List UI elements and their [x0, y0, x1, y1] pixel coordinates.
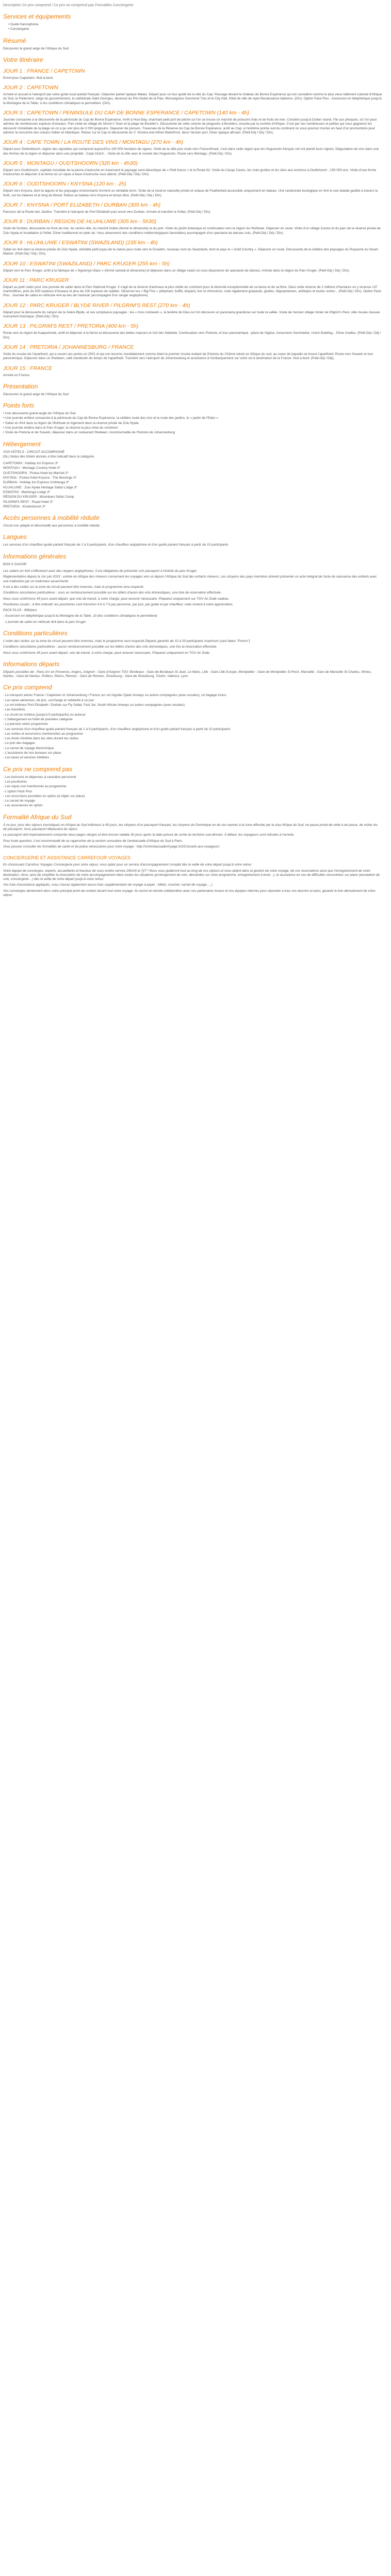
resume-text: Découvrez le grand ange de l'Afrique du Sud: [3, 46, 69, 50]
hotel-item: ESWATINI : Mantenga Lodge 3*: [3, 490, 51, 494]
day-title: JOUR 3 : CAPETOWN / PENINSULE DU CAP DE BONNE ESPERANCE / CAPETOWN (140 km - 4h): [3, 110, 250, 116]
point-item: • Visite de Pretoria et de Soweto, déjeuner dans un restaurant Shebeen, incontournable de l'histoire de Johannesburg: [3, 431, 391, 435]
day-text: Journée consacrée à la découverte de la péninsule du Cap de Bonne Espérance. Arrêt à Hout Bay, charmant petit port de pêche où l'on se trouve un marché de poissons frais et de fruits de mer. Croisière jusqu'à Duiker Island, l'île aux phoques, où l'on peut admirer de nombreuses espèces d'oiseaux. Puis visite du village de Simon's Town et la plage de Boulder's. Découverte de cette colonie de pingouins à Boulders, ensuite par la contrée d'Afrique. C'est par ses nombreuses et petites qui vous gagnerez les découvrir immédiate de la plage où on a pu voir plus de 3 000 pingouins. Déjeuner de poisson. Traversée de la Réserve du Cap de Bonne Espérance, arrêt au Cap, à l'extrême pointe sud du continent où vous pourrez monter en haut d'un promontoire pour admirer la rencontre des océans Indien et Atlantique. Retour sur le Cap et découverte du V. Victoria and Alfred Waterfront, dans l'ancien port. Dîner typique africain. (Petit-Déj / Déj / Dîn).: [3, 118, 377, 134]
conditions-title: Conditions particulières: [3, 630, 68, 637]
hotel-item: CAPETOWN : Holiday Inn Express 3*: [3, 462, 58, 466]
departs-title: Informations départs: [3, 660, 60, 668]
conciergerie-para: Vos concierges deviennent alors votre principal point de contact durant tout votre voyage. Ils seront en étroite collaboration avec nos partenaires locaux et nos équipes internes pour répondre à tous vos besoins et ainsi, garantir le bon déroulement de votre séjour.: [3, 889, 376, 897]
langues-title: Langues: [3, 533, 27, 541]
langues-text: Les services d'un chauffeur-guide parlant français de 1 à 9 participants, d'un chauffeur anglophone et d'un guide parlant français à partir de 10 participants: [3, 543, 229, 547]
service-item: • Guide francophone: [8, 23, 391, 27]
prix-comprend-item: - Les transferts: [3, 708, 25, 712]
formalites-para: Pour toute question, il est recommandé de se rapprocher de la section consulaire de l'ambassade d'Afrique du Sud à Paris.: [3, 839, 183, 843]
day-text: Départ pour Stellenbosch, région des vignobles qui comprend aujourd'hui 100 000 hectares de vignes. Visite de la ville puis route vers Franschhoek, c'est dans cette région que les Huguenots français ont ont planté leurs vignes. Dégustation de vins dans une des fermes de la région et déjeuner dans une propriété - Cape Dutch -. Visite de la ville avec le musée des Huguenots. Route vers Montagu. (Petit-Déj / Dîn).: [3, 147, 379, 156]
day-title: JOUR 4 : CAPE TOWN / LA ROUTE DES VINS / MONTAGU (270 km - 4h): [3, 139, 184, 146]
conditions-para: Conditions sécuritaires particulières : aucun remboursement possible sur les billets d'avion des vols domestiques, une fois la réservation effectuée.: [3, 645, 218, 649]
point-item: • Une journée entière consacrée à la péninsule du Cap de Bonne Espérance, la célèbre route des vins et la route des jardins, le « jardin de l'Eden »: [3, 416, 391, 420]
conciergerie-para: En choisissant Carrefour Voyages Conciergerie pour votre séjour, vous optez pour un service d'accompagnement complet dès la veille de votre départ jusqu'à votre retour.: [3, 863, 252, 867]
prix-comprend-item: - L'assistance de nos bureaux sur place: [3, 751, 61, 755]
prix-ne-comprend-item: - Les pourboires: [3, 779, 27, 784]
hebergement-title: Hébergement: [3, 440, 41, 448]
services-title: Services et équipements: [3, 13, 71, 20]
prix-comprend-item: - La pension selon programme: [3, 722, 48, 726]
day-title: JOUR 7 : KNYSNA / PORT ELIZABETH / DURBAN (305 km - 4h): [3, 202, 161, 209]
point-item: • Une journée entière dans le Parc Kruger, la réserve la plus riche du continent: [3, 426, 391, 430]
prix-ne-comprend-title: Ce prix ne comprend pas: [3, 765, 73, 773]
prix-comprend-item: - Les taxes aériennes, de prix, surcharge et solidarité à ce jour: [3, 698, 94, 702]
hotel-item: PILGRIM'S REST : Royal Hotel 3*: [3, 500, 53, 504]
day-title: JOUR 12 : PARC KRUGER / BLYDE RIVER / PILGRIM'S REST (270 km - 4h): [3, 302, 190, 309]
prix-comprend-item: - Les services d'un chauffeur-guide parlant français de 1 à 9 participants, d'un chauffeur anglophone et d'un guide parlant français à partir de 10 participants: [3, 727, 231, 731]
day-text: Route vers la région de Kaapsehoek, arrêt et déjeuner à la ferme et découverte des belles maisons et l'art des Ndebele. Continuation vers Pretoria, et tour panoramique : place de l'église, monument Voortrekker, Union Building... Dîner d'adieu. (Petit-Déj / Déj / Dîn).: [3, 331, 381, 340]
infos-para: - Ascension en téléphérique jusqu'à la Montagne de la Table, 10 (les conditions climatiques le permettent): [3, 614, 157, 618]
conciergerie-title: CONCIERGERIE ET ASSISTANCE CARREFOUR VOYAGES: [3, 855, 131, 861]
day-title: JOUR 1 : FRANCE / CAPETOWN: [3, 67, 85, 74]
services-list: [3, 23, 391, 32]
prix-ne-comprend-item: - Les repas non mentionnés au programme: [3, 785, 67, 789]
day-title: JOUR 5 : MONTAGU / OUDTSHOORN (320 km - 4h30): [3, 160, 138, 166]
departs-text: Départs possibles de : Paris Arc en Provence, Angers, Avignon - Gare d'Avignon TGV, Bordeaux - Gare de Bordeaux St Jean, Le Mans, Lille - Gare Lille Europe, Montpellier - Gare de Montpellier St Roch, Marseille - Gare de Marseille St Charles, Nîmes, Nantes - Gare de Nantes, Poitiers, Reims, Rennes - Gare de Rennes, Strasbourg - Gare de Strasbourg, Toulon, Valence, Lyon: [3, 670, 372, 679]
day-text: Envol pour Capetown. Nuit à bord.: [3, 76, 54, 80]
infos-para: - 1 journée de safari en véhicule 4x4 dans le parc Kruger: [3, 620, 86, 624]
day-text: Arrivée et accueil à l'aéroport par votre guide local parlant français. Déjeuner panier typique Malais. Départ pour un tour guidé de la ville du Cap. Passage devant le château de Bonne Espérance qui est considéré comme le plus vieux bâtiment colonial d'Afrique du Sud, le Parlement, siège du gouvernement, la cathédrale Saint Georges, devenue du Prix Nobel de la Paix, Monseigneur Desmond Tutu et le City Hall, hôtel de ville de style Renaissance italienne. (Dîn). Option Pack Plus : Ascension en téléphérique jusqu'à la Montagne de la Table, si les conditions climatiques le permettent. (Dîn).: [3, 93, 382, 105]
infos-para: Nous vous confirmons 45 jours avant départ, que vols de transit, à votre charge, peut recevoir nécessaire. Préparez uniquement sur TGV Air Zode cadeau.: [3, 597, 230, 601]
hotel-item: DURBAN : Holiday Inn Express Umhlanga 3*: [3, 481, 69, 485]
prix-comprend-item: - Les taxes et services hôteliers: [3, 756, 50, 760]
day-title: JOUR 13 : PILGRIM'S REST / PRETORIA (400 km - 5h): [3, 323, 139, 330]
formalites-title: Formalité Afrique du Sud: [3, 813, 72, 821]
formalites-para[interactable]: Vous pouvez consulter les formalités de santé et de police nécessaires pour votre voyage : http://UrlAmbassadeVoyage.fr/2/Conseils-aux-voyageurs: [3, 844, 220, 849]
day-text: Départ au petit matin pour une journée de safari dans le Parc National Kruger. Il s'agit de la réserve d'animaux la plus vieille du continent pour la diversité exceptionnelle de sa faune et de sa flore. Dans cette réserve de 2 millions d'hectares on y recense 137 mammifères, près de 500 espèces d'oiseaux et plus de 100 espèces de reptiles. Observer les « Big Five » (éléphant, buffle, léopard, lion et rhinocéros, mais également guépards, girafes, hippopotames, antilopes et toutes sortes... (Petit-Déj / Dîn). Option Pack Plus : Journée de safari en véhicule 4x4 au lieu de l'autocar (accompagné d'un ranger anglophone).: [3, 285, 381, 298]
prix-ne-comprend-item: - Les excursions possibles en option (à régler sur place): [3, 794, 85, 798]
day-text: Départ vers le Parc Kruger, arrêt à la fabrique de « Ngwenya Glass » (fermé samedi et dimanche) et déjeuner dans un village swazi où vous disposerez de spectacle de danses. Arrivée dans la région du Parc Kruger. (Petit-Déj / Déj / Dîn).: [3, 268, 350, 273]
section-nav[interactable]: Description Ce prix comprend / Ce prix ne comprend pas Formalités Conciergerie: [3, 4, 134, 7]
conditions-para: L'ordre des visites sur la zone du circuit peuvent être inversés, mais le programme sera respecté.Départs garantis de 10 à 20 participants maximum (sauf dates "Promo"): [3, 639, 250, 643]
prix-comprend-item: - Les visites et excursions mentionnées au programme: [3, 732, 83, 736]
infos-para: PACK PLUS : 99€/pers: [3, 608, 37, 613]
hotel-item: MONTAGU : Montagu Country Hotel 3*: [3, 466, 61, 470]
conditions-para: Nous vous confirmons 45 jours avant départ, vols de transit, à votre charge, peut recevoir nécessaire. Préparez uniquement en TGV Air Zode.: [3, 651, 210, 655]
prix-ne-comprend-item: - Le carnet de voyage: [3, 799, 35, 803]
formalites-para: À ce jour, pour des séjours touristiques en Afrique du Sud inférieurs à 90 jours, les citoyens d'un passeport français, les citoyens du Dominique en de ses navires à la zone affectée par la visa Afrique du Sud, ne passe portal de cette à de passe, de visiter les de passeport, nous passeport dépassera du séjour.: [3, 823, 378, 832]
day-text: Départ pour la découverte du canyon de la rivière Blyde, et ses somptueux paysages : les « trois rondavels », la fenêtre de Dieu où l'on découvre un panorama grandiose sur toute la vallée. Visite de l'ancien village minier de Pilgrim's Rest, ville musée classée monument historique. (Petit-Déj / Dîn).: [3, 310, 380, 319]
day-title: JOUR 15 : FRANCE: [3, 365, 53, 371]
presentation-title: Présentation: [3, 382, 38, 390]
point-item: • Une découverte grand-angle de l'Afrique du Sud: [3, 412, 391, 416]
day-text: Visite de Durban, découverte du front de mer, du centre-ville, du marché Indien (fermé le dimanche) et du port. Visite du jardin botanique et continuation vers la région du Hluhluwe. Déjeuner en route. Visite d'un village Zoulou et du parc de la réserve privée de Zulu Nyala et installation à l'hôtel. Dîner traditionnel en plein air. Vous observerez des conditions météorologiques favorables) accompagné d'un spectacle de danses zulu. (Petit-Déj / Déj / Dîn).: [3, 227, 381, 235]
day-text: Départ vers Knysna, dont la lagune et les paysages environnants forment un véritable écrin. Visite de la réserve naturelle privée et unique de Featherbed accessible uniquement en bateau. Une randonnée écologique en 4x4 et une balade guidée à travers la forêt, sur les falaises et le long de littoral. Retour au bateau vers Knysna et temps libre. (Petit-Déj / Déj / Dîn).: [3, 189, 378, 197]
prix-ne-comprend-item: - Les assurances en option: [3, 804, 43, 808]
conciergerie-para: Votre équipe de concierges, experts, accueillants et heureux de vous rendre service 24h/24 et 7j/7 ! Nous vous guideront tout au long de vos séjours et vous aident dans la gestion de votre voyage, de vos réservations ainsi que l'enregistrement de votre destination. Ainsi, ainsi de simplifier la réservation de votre accompagnement dans toutes les situations (prolongement de vols, demandes sur votre programme, enregistrement à bord…), et assistance en cas de difficultés rencontrées sur place (annulation de vols, conciergerie…) dès la veille de votre départ jusqu'à votre retour.: [3, 869, 380, 882]
resume-title: Résumé: [3, 37, 26, 44]
prix-comprend-item: - L'hébergement en hôtel de première catégorie: [3, 717, 73, 721]
presentation-text: Découvrez le grand ange de l'Afrique du Sud: [3, 392, 69, 396]
day-title: JOUR 2 : CAPETOWN: [3, 84, 58, 91]
prix-comprend-title: Ce prix comprend: [3, 684, 52, 691]
acces-title: Accès personnes à mobilité réduite: [3, 514, 100, 522]
infos-para: Il est à des codes sur la zone du circuit peuvent être inversés, mais le programme sera respecté.: [3, 585, 144, 589]
infos-para: Pourboires usuels : à titre indicatif, les pourboires sont d'environ 4 € à 7 € par personne, par jour, par guide et par chauffeur, mais restent à votre appréciation.: [3, 602, 234, 606]
prix-comprend-item: - Le circuit en minibus (jusqu'à 9 participants) ou autocar: [3, 713, 86, 717]
prix-comprend-item: - Le vol intérieur Port Elizabeth / Durban sur Fly Safair, Fast Jet, South African Airways ou autres compagnies (avec escales): [3, 703, 185, 707]
day-title: JOUR 14 : PRETORIA / JOHANNESBURG / FRANCE: [3, 344, 134, 350]
infos-bon: BON À SAVOIR: [3, 562, 27, 566]
day-title: JOUR 6 : OUDTSHOORN / KNYSNA (120 km - 2h): [3, 181, 126, 188]
hotel-item: RÉGION DU KRUGER : Mzambani Safari Camp: [3, 495, 74, 499]
service-item: • Conciergerie: [8, 27, 391, 31]
points-list: [3, 412, 391, 435]
hotel-item: PRETORIA : Kirstenbosch 3*: [3, 504, 46, 509]
formalites-para: Le passeport doit impérativement comporter deux pages vierges et être encore valable 30 jours après la date prévue de sortie du territoire sud-africain. À défaut, les voyageurs sont refoulés à l'arrivée.: [3, 833, 295, 837]
infos-para: Réglementation depuis le 1er juin 2015 : entrée en Afrique des mineurs concernant les voyages vers et depuis l'Afrique du Sud des enfants mineurs. Les citoyens des pays membres doivent présenter un acte intégral de l'acte de naissance des enfants avec une traduction par un traducteur assermenté.: [3, 575, 377, 583]
hotel-item: HLUHLUWE : Zulu Nyala Heritage Safari Lodge 3*: [3, 485, 77, 489]
infos-para: Conditions sécuritaires particulières : sous un remboursement possible sur les billets d'avion des vols domestiques, une liste de réservation effectuée.: [3, 591, 222, 595]
day-text: Visite du musée de l'Apartheid, qui a ouvert ses portes en 2001 et qui est reconnu mondialement comme étant le premier musée traitant de l'histoire du XXème siècle en Afrique du sud, au coeur de laquelle se trouve l'apartheid. Route vers Soweto et tour panoramique. Déjeuner dans un Shebeen, café clandestin du temps de l'apartheid. Transfert vers l'aéroport de Johannesburg et assistance à l'embarquement sur votre vol à destination de la France. Nuit à bord. (Petit-Déj / Déj).: [3, 352, 373, 361]
infos-para: Les safaris en 4x4 s'effectuent avec des rangers anglophones. Il est obligatoire de présenter son passeport à l'entrée du parc Kruger.: [3, 569, 198, 573]
infos-title: Informations générales: [3, 552, 67, 560]
prix-ne-comprend-item: - L'option Pack Plus: [3, 789, 32, 793]
day-text: Parcours de la Route des Jardins. Transfert à l'aéroport de Port Elizabeth puis envol vers Durban. Arrivée et transfert à l'hôtel. (Petit-Déj / Dîn).: [3, 210, 211, 214]
day-title: JOUR 11 : PARC KRUGER: [3, 277, 69, 283]
prix-ne-comprend-item: - Les boissons et dépenses à caractère personnel: [3, 775, 76, 779]
prix-comprend-item: - Le port des bagages: [3, 741, 36, 745]
points-title: Points forts: [3, 402, 35, 410]
hotel-item: KNYSNA : Protea Hotel Knysna - The Moorings 3*: [3, 476, 77, 480]
acces-text: Circuit non adapté et déconseillé aux personnes à mobilité réduite.: [3, 524, 101, 528]
prix-comprend-item: - Le transport aérien France / Capetown et Johannesburg / France sur vol régulier Qatar Airways ou autres compagnies (avec escales), un bagage inclus: [3, 693, 226, 698]
hebergement-note: (NL) Notes des hôtels donnés à titre indicatif dans la catégorie: [3, 454, 94, 459]
day-title: JOUR 8 : DURBAN / REGION DE HLUHLUWE (305 km - 5h30): [3, 218, 156, 225]
hebergement-intro: VOS HÔTELS : CIRCUIT ACCOMPAGNÉ: [3, 450, 65, 454]
day-title: JOUR 10 : ESWATINI (SWAZILAND) / PARC KRUGER (255 km - 5h): [3, 260, 170, 267]
conciergerie-para: Vos frais d'assistance appliqués, vous n'aurez également aucun frais supplémentaire de voyage à payer : billets, voucher, carnet de voyage, ...): [3, 883, 213, 887]
hotel-item: OUDTSHOORN : Protea Hotel by Marriott 3*: [3, 471, 69, 475]
point-item: • Safari en 4X4 dans la région de Hluhluwe et logement dans la réserve privée de Zulu Nyala: [3, 421, 391, 426]
day-title: JOUR 9 : HLUHLUWE / ESWATINI (SWAZILAND) (235 km - 4h): [3, 239, 158, 246]
day-text: Départ vers Oudtshoorn, capitale mondiale de la plume d'autruche en traversant le paysage semi-désertique de « Petit Karoo » et la Route 62. Visite du Cango Caves, les vrais grottes et les sites aux environs à Oudtshoorn ; 150 000 ans. Visite d'une ferme d'autruches et déjeuner à la ferme où un repas à base d'autruche vous attend. (Petit-Déj / Déj / Dîn).: [3, 168, 377, 177]
day-text: Safari en 4x4 dans la réserve privée de Zulu Nyala, véritable petit joyau de la nature puis route vers le Eswatini, nouveau nom du Swaziland, dont le pays le « Gold Country ». Déjeuner en route. Découverte de la célèbre des paysages du Royaume du Swazi Market. (Petit-Déj / Déj / Dîn).: [3, 247, 378, 256]
prix-comprend-item: - Les droits d'entrée dans les sites durant les visites: [3, 737, 79, 741]
prix-comprend-item: - La carnet de voyage électronique: [3, 746, 54, 750]
itinerary-title: Votre itinéraire: [3, 56, 43, 63]
day-text: Arrivée en France.: [3, 373, 30, 377]
